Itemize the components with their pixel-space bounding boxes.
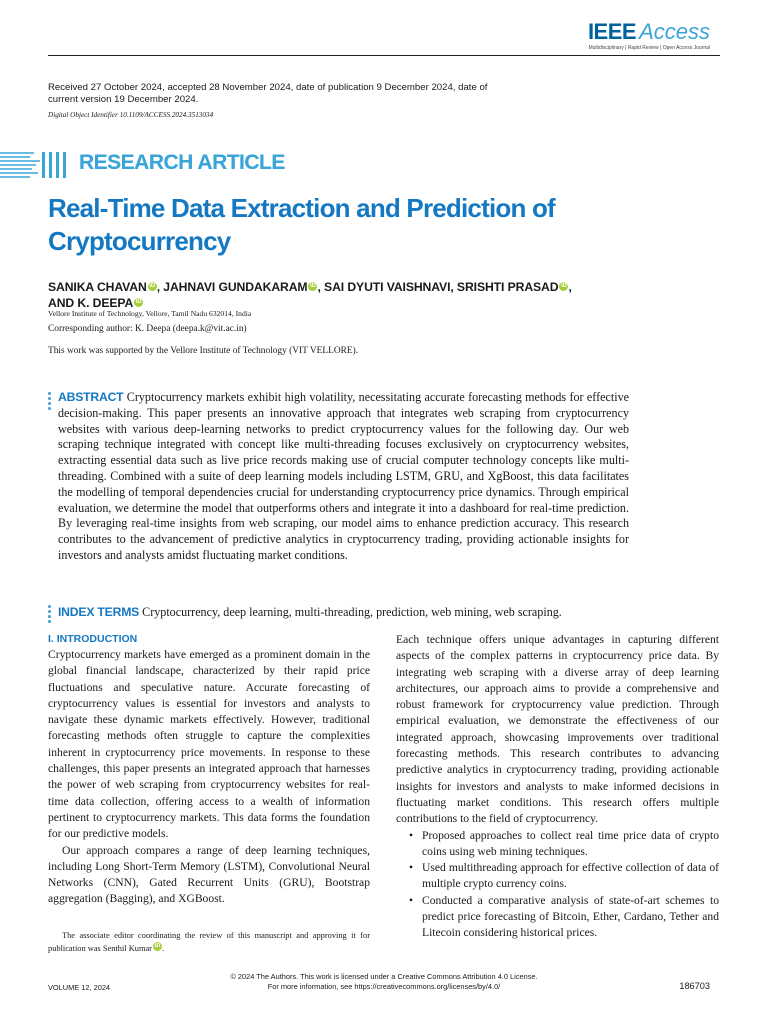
left-column (48, 632, 370, 908)
doi: Digital Object Identifier 10.1109/ACCESS.2024.3513034 (48, 111, 214, 119)
logo-tagline: Multidisciplinary | Rapid Review | Open Access Journal (588, 45, 710, 51)
index-terms (58, 604, 658, 620)
author-name: , JAHNAVI GUNDAKARAM (156, 280, 308, 294)
volume-info: VOLUME 12, 2024 (48, 983, 111, 992)
intro-paragraph-3: Each technique offers unique advantages in capturing different aspects of the complex patterns in cryptocurrency price data. By integrating web scraping with a diverse array of deep learning architectures, our approach aims to provide a comprehensive and robust framework for cryptocurrency value prediction. Through empirical evaluation, we demonstrate the effectiveness of our integrated approach, showcasing improvements over traditional forecasting methods. This research contributes to advancing predictive analytics in cryptocurrency trading, providing actionable insights for investors and analysts to make informed decisions in fluctuating market conditions. This research offers multiple contributions to the field of cryptocurrency. (396, 633, 719, 826)
intro-paragraph-2: Our approach compares a range of deep learning techniques, including Long Short-Term Memory (LSTM), Convolutional Neural Networks (CNN), Gated Recurrent Units (GRU), Bootstrap aggregation (Bagging), and XGBoost. (48, 843, 370, 906)
journal-logo (588, 20, 710, 51)
orcid-icon[interactable]: iD (135, 299, 142, 305)
header-rule (48, 55, 720, 56)
index-terms-text: Cryptocurrency, deep learning, multi-threading, prediction, web mining, web scraping. (142, 605, 562, 619)
author-name: , SAI DYUTI VAISHNAVI, SRISHTI PRASAD (317, 280, 559, 294)
author-name: AND K. DEEPA (48, 296, 134, 310)
contribution-list (396, 828, 719, 942)
intro-paragraph-1: Cryptocurrency markets have emerged as a prominent domain in the global financial landscape, characterized by their rapid price fluctuations and speculative nature. Accurate forecasting of cryptocurrency values is essential for investors and analysts to navigate these dynamic markets effectively. However, traditional forecasting methods often struggle to capture the complexities inherent in cryptocurrency price movements. In response to these challenges, this paper presents an integrated approach that harnesses the power of web scraping from cryptocurrency websites for real-time data collection, offering access to a wealth of information pertinent to cryptocurrency markets. This data forms the foundation for our predictive models. (48, 648, 370, 841)
author-name: SANIKA CHAVAN (48, 280, 147, 294)
license-line: © 2024 The Authors. This work is licensed under a Creative Commons Attribution 4.0 License. (230, 972, 538, 981)
corresponding-author: Corresponding author: K. Deepa (deepa.k@vit.ac.in) (48, 324, 247, 334)
article-type-banner (0, 146, 285, 182)
list-item: • Proposed approaches to collect real time price data of crypto coins using web mining techniques. (396, 828, 719, 861)
affiliation: Vellore Institute of Technology, Vellore, Tamil Nadu 632014, India (48, 309, 252, 318)
logo-access: Access (639, 19, 710, 44)
list-item: • Conducted a comparative analysis of state-of-art schemes to predict price forecasting of Bitcoin, Ether, Cardano, Tether and Litecoin considering historical prices. (396, 893, 719, 942)
section-heading: I. INTRODUCTION (48, 633, 138, 645)
right-column (396, 632, 719, 942)
received-dates: Received 27 October 2024, accepted 28 November 2024, date of publication 9 December 2024, date of current version 19 December 2024. (48, 82, 488, 105)
funding-note: This work was supported by the Vellore Institute of Technology (VIT VELLORE). (48, 346, 359, 356)
logo-ieee: IEEE (587, 19, 637, 44)
license-link[interactable]: For more information, see https://creativecommons.org/licenses/by/4.0/ (267, 981, 501, 991)
index-terms-dots-icon (48, 605, 52, 625)
orcid-icon[interactable]: iD (154, 943, 161, 949)
list-item: • Used multithreading approach for effective collection of data of multiple crypto currency coins. (396, 860, 719, 893)
author-list (48, 279, 688, 311)
orcid-icon[interactable]: iD (561, 283, 567, 289)
abstract-dots-icon (48, 392, 52, 412)
paper-title: Real-Time Data Extraction and Prediction of Cryptocurrency (48, 193, 555, 256)
page-number: 186703 (679, 981, 710, 991)
author-separator: , (568, 280, 572, 294)
orcid-icon[interactable]: iD (149, 283, 156, 289)
abstract-heading: ABSTRACT (58, 390, 124, 404)
orcid-icon[interactable]: iD (310, 283, 316, 289)
abstract-text: Cryptocurrency markets exhibit high volatility, necessitating accurate forecasting methods for effective decision-making. This paper presents an innovative approach that integrates web scraping from cryptocurrency websites with various deep-learning networks to predict cryptocurrency values for the following day. Our web scraping technique integrated with concept like multi-threading focuses exclusively on cryptocurrency websites, extracting essential data such as live price records making use of crucial computer technology concepts like multi-threading. Combined with a suite of deep learning models including LSTM, GRU, and XgBoost, this data facilitates the modelling of temporal dependencies crucial for understanding cryptocurrency price dynamics. Through empirical evaluation, we determine the model that outperforms others and integrate it into a dashboard for real-time prediction. By leveraging real-time insights from web scraping, our model aims to enhance prediction accuracy. This research contributes to the advancement of predictive analytics in cryptocurrency trading, providing actionable insights for investors and analysts amidst fluctuating market conditions. (58, 390, 629, 562)
abstract (58, 390, 629, 564)
banner-lines-graphic (0, 152, 70, 178)
editor-footnote: The associate editor coordinating the review of this manuscript and approving it for publication was Senthil Kumar iD . (48, 931, 370, 953)
license-footer (0, 972, 768, 991)
index-terms-heading: INDEX TERMS (58, 605, 140, 619)
article-type-label: RESEARCH ARTICLE (79, 151, 285, 174)
